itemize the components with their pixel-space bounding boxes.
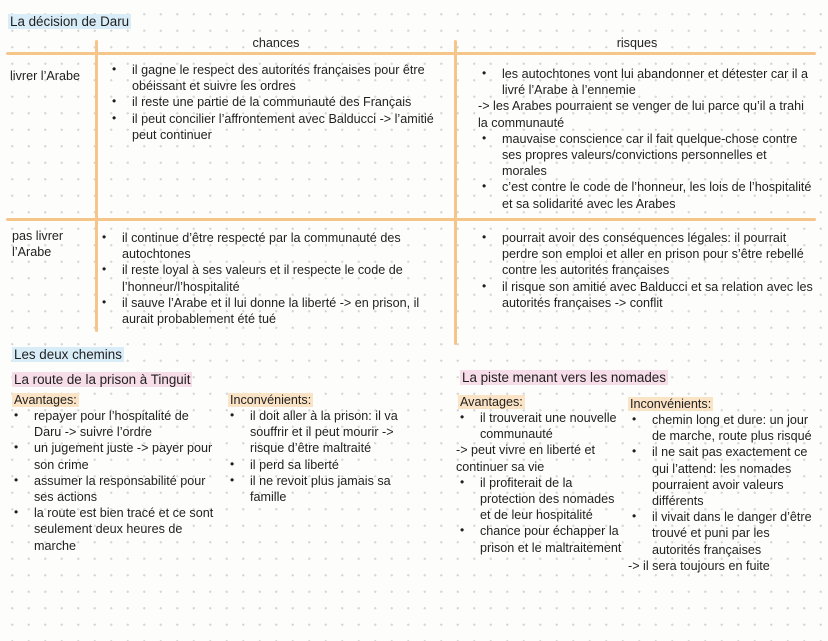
list-item: • il risque son amitié avec Balducci et sa relation avec les autorités françaises -> conflit — [478, 279, 816, 311]
list-item: • il peut concilier l’affrontement avec Balducci -> l’amitié peut continuer — [108, 111, 448, 143]
list-item: • mauvaise conscience car il fait quelque-chose contre ses propres valeurs/convictions personnelles et morales — [478, 131, 814, 180]
nomades-inconvenients-list — [628, 412, 816, 574]
prison-inconvenients-list — [226, 408, 426, 505]
list-item: • il ne sait pas exactement ce qui l’attend: les nomades pourraient avoir valeurs différents — [628, 444, 816, 509]
section-title-chemins: Les deux chemins — [14, 347, 122, 362]
nomades-avantages-list — [456, 410, 626, 556]
list-item: • il continue d’être respecté par la communauté des autochtones — [98, 230, 444, 262]
prison-avantages-label: Avantages: — [14, 393, 77, 407]
row-label-livrer: livrer l’Arabe — [10, 69, 80, 83]
page-title: La décision de Daru — [10, 14, 130, 29]
row2-risques — [478, 230, 816, 311]
list-item: • les autochtones vont lui abandonner et détester car il a livré l’Arabe à l’ennemie — [478, 66, 814, 98]
list-item: • pourrait avoir des conséquences légales: il pourrait perdre son emploi et aller en prison pour s’être rebellé contre les autorités françaises — [478, 230, 816, 279]
list-item: • un jugement juste -> payer pour son crime — [10, 440, 216, 472]
list-item: • il trouverait une nouvelle communauté — [456, 410, 626, 442]
list-item: • assumer la responsabilité pour ses actions — [10, 473, 216, 505]
list-item: • c’est contre le code de l’honneur, les lois de l’hospitalité et sa solidarité avec les Arabes — [478, 179, 814, 211]
row-label-pas-livrer: pas livrer l’Arabe — [12, 229, 64, 260]
nomades-title: La piste menant vers les nomades — [462, 370, 666, 385]
list-item: • il doit aller à la prison: il va souffrir et il peut mourir -> risque d’être maltraité — [226, 408, 426, 457]
table-row-divider — [6, 218, 816, 221]
list-item: • chance pour échapper la prison et le maltraitement — [456, 523, 626, 555]
list-item: • il sauve l’Arabe et il lui donne la liberté -> en prison, il aurait probablement été tué — [98, 295, 444, 327]
note-line: -> les Arabes pourraient se venger de lui parce qu’il a trahi la communauté — [478, 99, 804, 130]
list-item: • chemin long et dure: un jour de marche, route plus risqué — [628, 412, 816, 444]
nomades-inconvenients-label: Inconvénients: — [630, 397, 712, 411]
list-item: • il ne revoit plus jamais sa famille — [226, 473, 426, 505]
column-header-chances: chances — [252, 36, 300, 50]
list-item: • il profiterait de la protection des nomades et de leur hospitalité — [456, 475, 626, 524]
column-header-risques: risques — [616, 36, 658, 50]
prison-avantages-list — [10, 408, 216, 554]
list-item: • il perd sa liberté — [226, 457, 426, 473]
list-item: • il reste loyal à ses valeurs et il respecte le code de l’honneur/l’hospitalité — [98, 262, 444, 294]
list-item: • il reste une partie de la communauté des Français — [108, 94, 448, 110]
row1-chances — [108, 62, 448, 143]
prison-title: La route de la prison à Tinguit — [14, 372, 191, 387]
table-header-line — [6, 52, 816, 55]
list-item: • la route est bien tracé et ce sont seulement deux heures de marche — [10, 505, 216, 554]
table-column-divider — [454, 40, 457, 345]
row1-risques — [478, 66, 814, 212]
list-item: • repayer pour l’hospitalité de Daru -> suivre l’ordre — [10, 408, 216, 440]
list-item: • il gagne le respect des autorités françaises pour être obéissant et suivre les ordres — [108, 62, 448, 94]
list-item: • il vivait dans le danger d’être trouvé et puni par les autorités françaises — [628, 509, 816, 558]
note-line: -> peut vivre en liberté et continuer sa vie — [456, 443, 595, 474]
prison-inconvenients-label: Inconvénients: — [230, 393, 312, 407]
row2-chances — [98, 230, 444, 327]
nomades-avantages-label: Avantages: — [460, 395, 523, 409]
note-line: -> il sera toujours en fuite — [628, 558, 770, 573]
